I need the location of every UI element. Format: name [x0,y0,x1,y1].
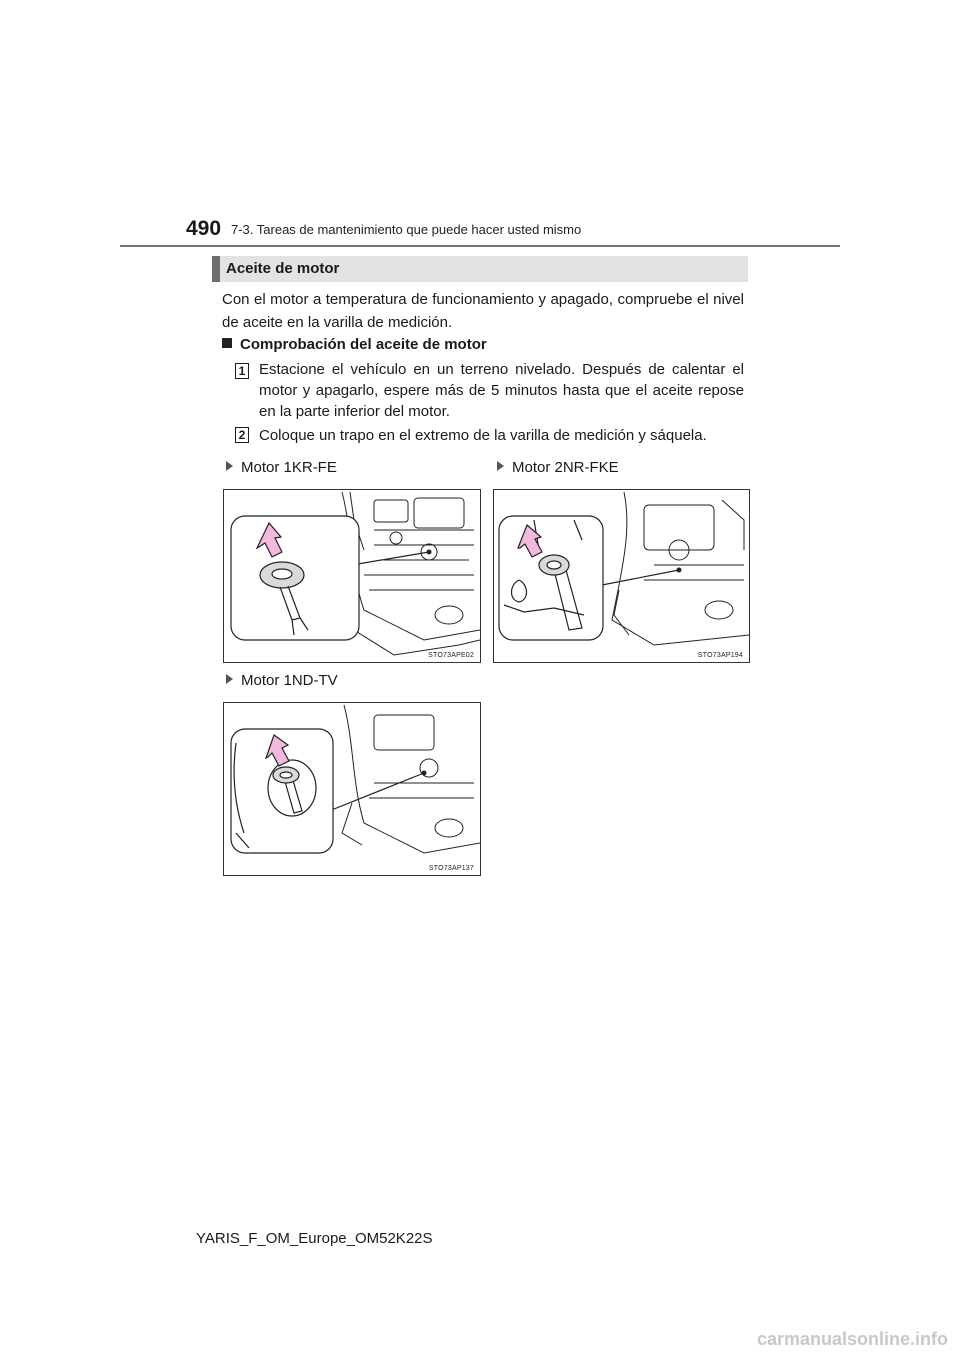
engine-bay-drawing [224,490,480,662]
step-number-badge: 2 [235,427,249,443]
section-title-bar [212,256,748,282]
engine-bay-drawing [494,490,749,662]
triangle-bullet-icon [497,461,504,471]
figure-code: STO73AP194 [697,652,743,659]
figure-code: STO73AP137 [428,865,474,872]
section-title: Aceite de motor [226,260,340,277]
page-number: 490 [186,217,222,240]
triangle-bullet-icon [226,674,233,684]
subsection-heading [222,335,487,355]
engine-variant-name: Motor 1KR-FE [241,459,337,476]
engine-bay-drawing [224,703,480,875]
intro-paragraph: Con el motor a temperatura de funcionamiento y apagado, compruebe el nivel de aceite en la varilla de medición. [222,291,744,331]
engine-illustration-1nd-tv [223,702,481,876]
document-code-footer: YARIS_F_OM_Europe_OM52K22S [196,1230,433,1247]
engine-variant-label [226,459,337,477]
watermark: carmanualsonline.info [756,1329,948,1349]
engine-variant-label [497,459,619,477]
triangle-bullet-icon [226,461,233,471]
engine-illustration-2nr-fke [493,489,750,663]
step-number-badge: 1 [235,363,249,379]
figure-code: STO73APE02 [428,652,474,659]
step-text: Coloque un trapo en el extremo de la varilla de medición y sáquela. [259,427,707,444]
engine-illustration-1kr-fe [223,489,481,663]
header-divider [120,245,840,247]
engine-variant-label [226,672,338,690]
engine-variant-name: Motor 2NR-FKE [512,459,619,476]
step-text: Estacione el vehículo en un terreno nivelado. Después de calentar el motor y apagarlo, espere más de 5 minutos hasta que el aceite repose en la parte inferior del motor. [259,361,744,420]
subsection-title: Comprobación del aceite de motor [240,336,487,353]
running-header: 7-3. Tareas de mantenimiento que puede hacer usted mismo [231,222,582,237]
square-bullet-icon [222,338,232,348]
engine-variant-name: Motor 1ND-TV [241,672,338,689]
